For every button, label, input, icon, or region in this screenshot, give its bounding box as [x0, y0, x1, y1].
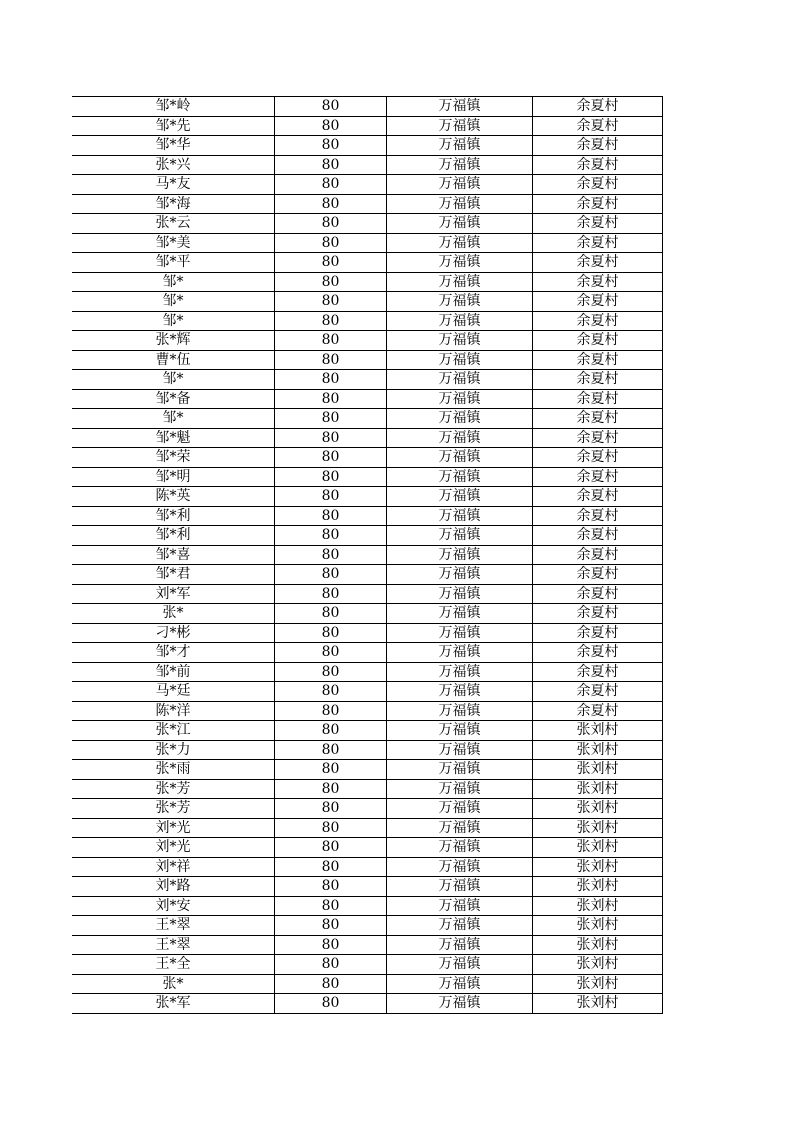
name-cell: 邹*先	[72, 116, 275, 136]
table-row	[72, 175, 663, 195]
village-cell: 余夏村	[533, 545, 663, 565]
table-row	[72, 916, 663, 936]
name-cell: 刘*安	[72, 896, 275, 916]
town-cell: 万福镇	[387, 604, 533, 624]
town-cell: 万福镇	[387, 389, 533, 409]
table-row	[72, 799, 663, 819]
village-cell: 张刘村	[533, 935, 663, 955]
town-cell: 万福镇	[387, 584, 533, 604]
table-row	[72, 955, 663, 975]
village-cell: 余夏村	[533, 253, 663, 273]
table-row	[72, 155, 663, 175]
town-cell: 万福镇	[387, 526, 533, 546]
amount-cell: 80	[275, 136, 387, 156]
table-row	[72, 350, 663, 370]
town-cell: 万福镇	[387, 233, 533, 253]
name-cell: 邹*魁	[72, 428, 275, 448]
village-cell: 余夏村	[533, 682, 663, 702]
amount-cell: 80	[275, 272, 387, 292]
table-row	[72, 682, 663, 702]
amount-cell: 80	[275, 818, 387, 838]
amount-cell: 80	[275, 662, 387, 682]
town-cell: 万福镇	[387, 857, 533, 877]
table-row	[72, 857, 663, 877]
amount-cell: 80	[275, 506, 387, 526]
records-table-body	[72, 97, 663, 1014]
table-row	[72, 604, 663, 624]
village-cell: 张刘村	[533, 740, 663, 760]
village-cell: 余夏村	[533, 565, 663, 585]
amount-cell: 80	[275, 292, 387, 312]
village-cell: 余夏村	[533, 155, 663, 175]
table-row	[72, 565, 663, 585]
name-cell: 张*江	[72, 721, 275, 741]
amount-cell: 80	[275, 175, 387, 195]
town-cell: 万福镇	[387, 623, 533, 643]
name-cell: 刁*彬	[72, 623, 275, 643]
village-cell: 余夏村	[533, 370, 663, 390]
village-cell: 余夏村	[533, 292, 663, 312]
town-cell: 万福镇	[387, 428, 533, 448]
table-row	[72, 779, 663, 799]
village-cell: 余夏村	[533, 194, 663, 214]
name-cell: 邹*君	[72, 565, 275, 585]
name-cell: 张*芳	[72, 779, 275, 799]
table-row	[72, 292, 663, 312]
name-cell: 邹*	[72, 370, 275, 390]
amount-cell: 80	[275, 311, 387, 331]
name-cell: 邹*明	[72, 467, 275, 487]
town-cell: 万福镇	[387, 194, 533, 214]
village-cell: 余夏村	[533, 623, 663, 643]
amount-cell: 80	[275, 760, 387, 780]
amount-cell: 80	[275, 643, 387, 663]
table-row	[72, 233, 663, 253]
village-cell: 张刘村	[533, 760, 663, 780]
table-row	[72, 545, 663, 565]
village-cell: 余夏村	[533, 662, 663, 682]
table-row	[72, 487, 663, 507]
name-cell: 邹*利	[72, 506, 275, 526]
town-cell: 万福镇	[387, 916, 533, 936]
town-cell: 万福镇	[387, 409, 533, 429]
amount-cell: 80	[275, 799, 387, 819]
amount-cell: 80	[275, 545, 387, 565]
name-cell: 马*友	[72, 175, 275, 195]
town-cell: 万福镇	[387, 662, 533, 682]
village-cell: 余夏村	[533, 272, 663, 292]
table-row	[72, 253, 663, 273]
town-cell: 万福镇	[387, 701, 533, 721]
name-cell: 陈*英	[72, 487, 275, 507]
name-cell: 陈*洋	[72, 701, 275, 721]
table-row	[72, 506, 663, 526]
amount-cell: 80	[275, 974, 387, 994]
amount-cell: 80	[275, 584, 387, 604]
town-cell: 万福镇	[387, 272, 533, 292]
village-cell: 张刘村	[533, 877, 663, 897]
amount-cell: 80	[275, 682, 387, 702]
town-cell: 万福镇	[387, 935, 533, 955]
town-cell: 万福镇	[387, 682, 533, 702]
table-row	[72, 331, 663, 351]
name-cell: 王*翠	[72, 916, 275, 936]
table-row	[72, 214, 663, 234]
village-cell: 余夏村	[533, 136, 663, 156]
town-cell: 万福镇	[387, 877, 533, 897]
name-cell: 刘*路	[72, 877, 275, 897]
town-cell: 万福镇	[387, 116, 533, 136]
village-cell: 余夏村	[533, 701, 663, 721]
amount-cell: 80	[275, 565, 387, 585]
amount-cell: 80	[275, 487, 387, 507]
name-cell: 邹*美	[72, 233, 275, 253]
town-cell: 万福镇	[387, 818, 533, 838]
village-cell: 余夏村	[533, 643, 663, 663]
amount-cell: 80	[275, 838, 387, 858]
village-cell: 余夏村	[533, 506, 663, 526]
town-cell: 万福镇	[387, 292, 533, 312]
village-cell: 余夏村	[533, 409, 663, 429]
table-row	[72, 838, 663, 858]
town-cell: 万福镇	[387, 643, 533, 663]
amount-cell: 80	[275, 370, 387, 390]
table-row	[72, 370, 663, 390]
amount-cell: 80	[275, 779, 387, 799]
village-cell: 余夏村	[533, 584, 663, 604]
amount-cell: 80	[275, 857, 387, 877]
name-cell: 刘*光	[72, 838, 275, 858]
amount-cell: 80	[275, 701, 387, 721]
table-row	[72, 935, 663, 955]
table-row	[72, 896, 663, 916]
amount-cell: 80	[275, 155, 387, 175]
table-row	[72, 526, 663, 546]
town-cell: 万福镇	[387, 955, 533, 975]
amount-cell: 80	[275, 448, 387, 468]
amount-cell: 80	[275, 331, 387, 351]
town-cell: 万福镇	[387, 253, 533, 273]
town-cell: 万福镇	[387, 799, 533, 819]
name-cell: 邹*喜	[72, 545, 275, 565]
amount-cell: 80	[275, 116, 387, 136]
name-cell: 张*云	[72, 214, 275, 234]
table-row	[72, 701, 663, 721]
table-row	[72, 409, 663, 429]
name-cell: 邹*华	[72, 136, 275, 156]
village-cell: 余夏村	[533, 97, 663, 117]
town-cell: 万福镇	[387, 350, 533, 370]
town-cell: 万福镇	[387, 760, 533, 780]
name-cell: 曹*伍	[72, 350, 275, 370]
name-cell: 邹*	[72, 272, 275, 292]
town-cell: 万福镇	[387, 467, 533, 487]
table-row	[72, 448, 663, 468]
table-row	[72, 116, 663, 136]
village-cell: 张刘村	[533, 916, 663, 936]
amount-cell: 80	[275, 994, 387, 1014]
town-cell: 万福镇	[387, 370, 533, 390]
village-cell: 余夏村	[533, 311, 663, 331]
name-cell: 刘*祥	[72, 857, 275, 877]
town-cell: 万福镇	[387, 974, 533, 994]
name-cell: 张*雨	[72, 760, 275, 780]
name-cell: 邹*海	[72, 194, 275, 214]
village-cell: 余夏村	[533, 448, 663, 468]
table-row	[72, 740, 663, 760]
village-cell: 余夏村	[533, 214, 663, 234]
town-cell: 万福镇	[387, 994, 533, 1014]
name-cell: 张*	[72, 974, 275, 994]
name-cell: 邹*平	[72, 253, 275, 273]
town-cell: 万福镇	[387, 331, 533, 351]
table-row	[72, 760, 663, 780]
village-cell: 余夏村	[533, 604, 663, 624]
amount-cell: 80	[275, 389, 387, 409]
table-row	[72, 389, 663, 409]
town-cell: 万福镇	[387, 448, 533, 468]
village-cell: 张刘村	[533, 721, 663, 741]
amount-cell: 80	[275, 233, 387, 253]
table-row	[72, 623, 663, 643]
name-cell: 张*军	[72, 994, 275, 1014]
amount-cell: 80	[275, 955, 387, 975]
table-row	[72, 643, 663, 663]
table-row	[72, 662, 663, 682]
town-cell: 万福镇	[387, 896, 533, 916]
village-cell: 张刘村	[533, 857, 663, 877]
table-row	[72, 584, 663, 604]
table-row	[72, 311, 663, 331]
table-row	[72, 428, 663, 448]
table-row	[72, 467, 663, 487]
village-cell: 余夏村	[533, 487, 663, 507]
amount-cell: 80	[275, 194, 387, 214]
town-cell: 万福镇	[387, 565, 533, 585]
amount-cell: 80	[275, 467, 387, 487]
town-cell: 万福镇	[387, 740, 533, 760]
amount-cell: 80	[275, 428, 387, 448]
table-row	[72, 721, 663, 741]
name-cell: 刘*光	[72, 818, 275, 838]
name-cell: 邹*岭	[72, 97, 275, 117]
village-cell: 余夏村	[533, 175, 663, 195]
village-cell: 余夏村	[533, 350, 663, 370]
village-cell: 张刘村	[533, 974, 663, 994]
name-cell: 邹*利	[72, 526, 275, 546]
amount-cell: 80	[275, 877, 387, 897]
village-cell: 张刘村	[533, 779, 663, 799]
amount-cell: 80	[275, 721, 387, 741]
town-cell: 万福镇	[387, 779, 533, 799]
town-cell: 万福镇	[387, 487, 533, 507]
amount-cell: 80	[275, 97, 387, 117]
village-cell: 张刘村	[533, 994, 663, 1014]
records-table	[72, 96, 663, 1014]
village-cell: 余夏村	[533, 116, 663, 136]
name-cell: 邹*	[72, 292, 275, 312]
name-cell: 邹*前	[72, 662, 275, 682]
town-cell: 万福镇	[387, 136, 533, 156]
table-row	[72, 818, 663, 838]
table-row	[72, 97, 663, 117]
name-cell: 邹*备	[72, 389, 275, 409]
town-cell: 万福镇	[387, 155, 533, 175]
amount-cell: 80	[275, 740, 387, 760]
town-cell: 万福镇	[387, 545, 533, 565]
town-cell: 万福镇	[387, 214, 533, 234]
village-cell: 余夏村	[533, 428, 663, 448]
village-cell: 张刘村	[533, 955, 663, 975]
name-cell: 邹*荣	[72, 448, 275, 468]
name-cell: 邹*	[72, 409, 275, 429]
town-cell: 万福镇	[387, 506, 533, 526]
name-cell: 张*兴	[72, 155, 275, 175]
table-row	[72, 272, 663, 292]
village-cell: 余夏村	[533, 331, 663, 351]
table-row	[72, 136, 663, 156]
village-cell: 余夏村	[533, 389, 663, 409]
name-cell: 王*全	[72, 955, 275, 975]
name-cell: 张*辉	[72, 331, 275, 351]
village-cell: 张刘村	[533, 818, 663, 838]
town-cell: 万福镇	[387, 175, 533, 195]
table-row	[72, 994, 663, 1014]
amount-cell: 80	[275, 916, 387, 936]
amount-cell: 80	[275, 935, 387, 955]
village-cell: 余夏村	[533, 526, 663, 546]
village-cell: 张刘村	[533, 799, 663, 819]
name-cell: 邹*才	[72, 643, 275, 663]
amount-cell: 80	[275, 526, 387, 546]
town-cell: 万福镇	[387, 838, 533, 858]
village-cell: 余夏村	[533, 233, 663, 253]
amount-cell: 80	[275, 623, 387, 643]
name-cell: 刘*军	[72, 584, 275, 604]
town-cell: 万福镇	[387, 721, 533, 741]
town-cell: 万福镇	[387, 311, 533, 331]
table-row	[72, 194, 663, 214]
amount-cell: 80	[275, 350, 387, 370]
amount-cell: 80	[275, 253, 387, 273]
village-cell: 余夏村	[533, 467, 663, 487]
name-cell: 张*力	[72, 740, 275, 760]
name-cell: 王*翠	[72, 935, 275, 955]
village-cell: 张刘村	[533, 896, 663, 916]
name-cell: 邹*	[72, 311, 275, 331]
name-cell: 张*芳	[72, 799, 275, 819]
amount-cell: 80	[275, 409, 387, 429]
town-cell: 万福镇	[387, 97, 533, 117]
name-cell: 马*廷	[72, 682, 275, 702]
village-cell: 张刘村	[533, 838, 663, 858]
amount-cell: 80	[275, 896, 387, 916]
table-row	[72, 877, 663, 897]
name-cell: 张*	[72, 604, 275, 624]
amount-cell: 80	[275, 604, 387, 624]
amount-cell: 80	[275, 214, 387, 234]
table-row	[72, 974, 663, 994]
